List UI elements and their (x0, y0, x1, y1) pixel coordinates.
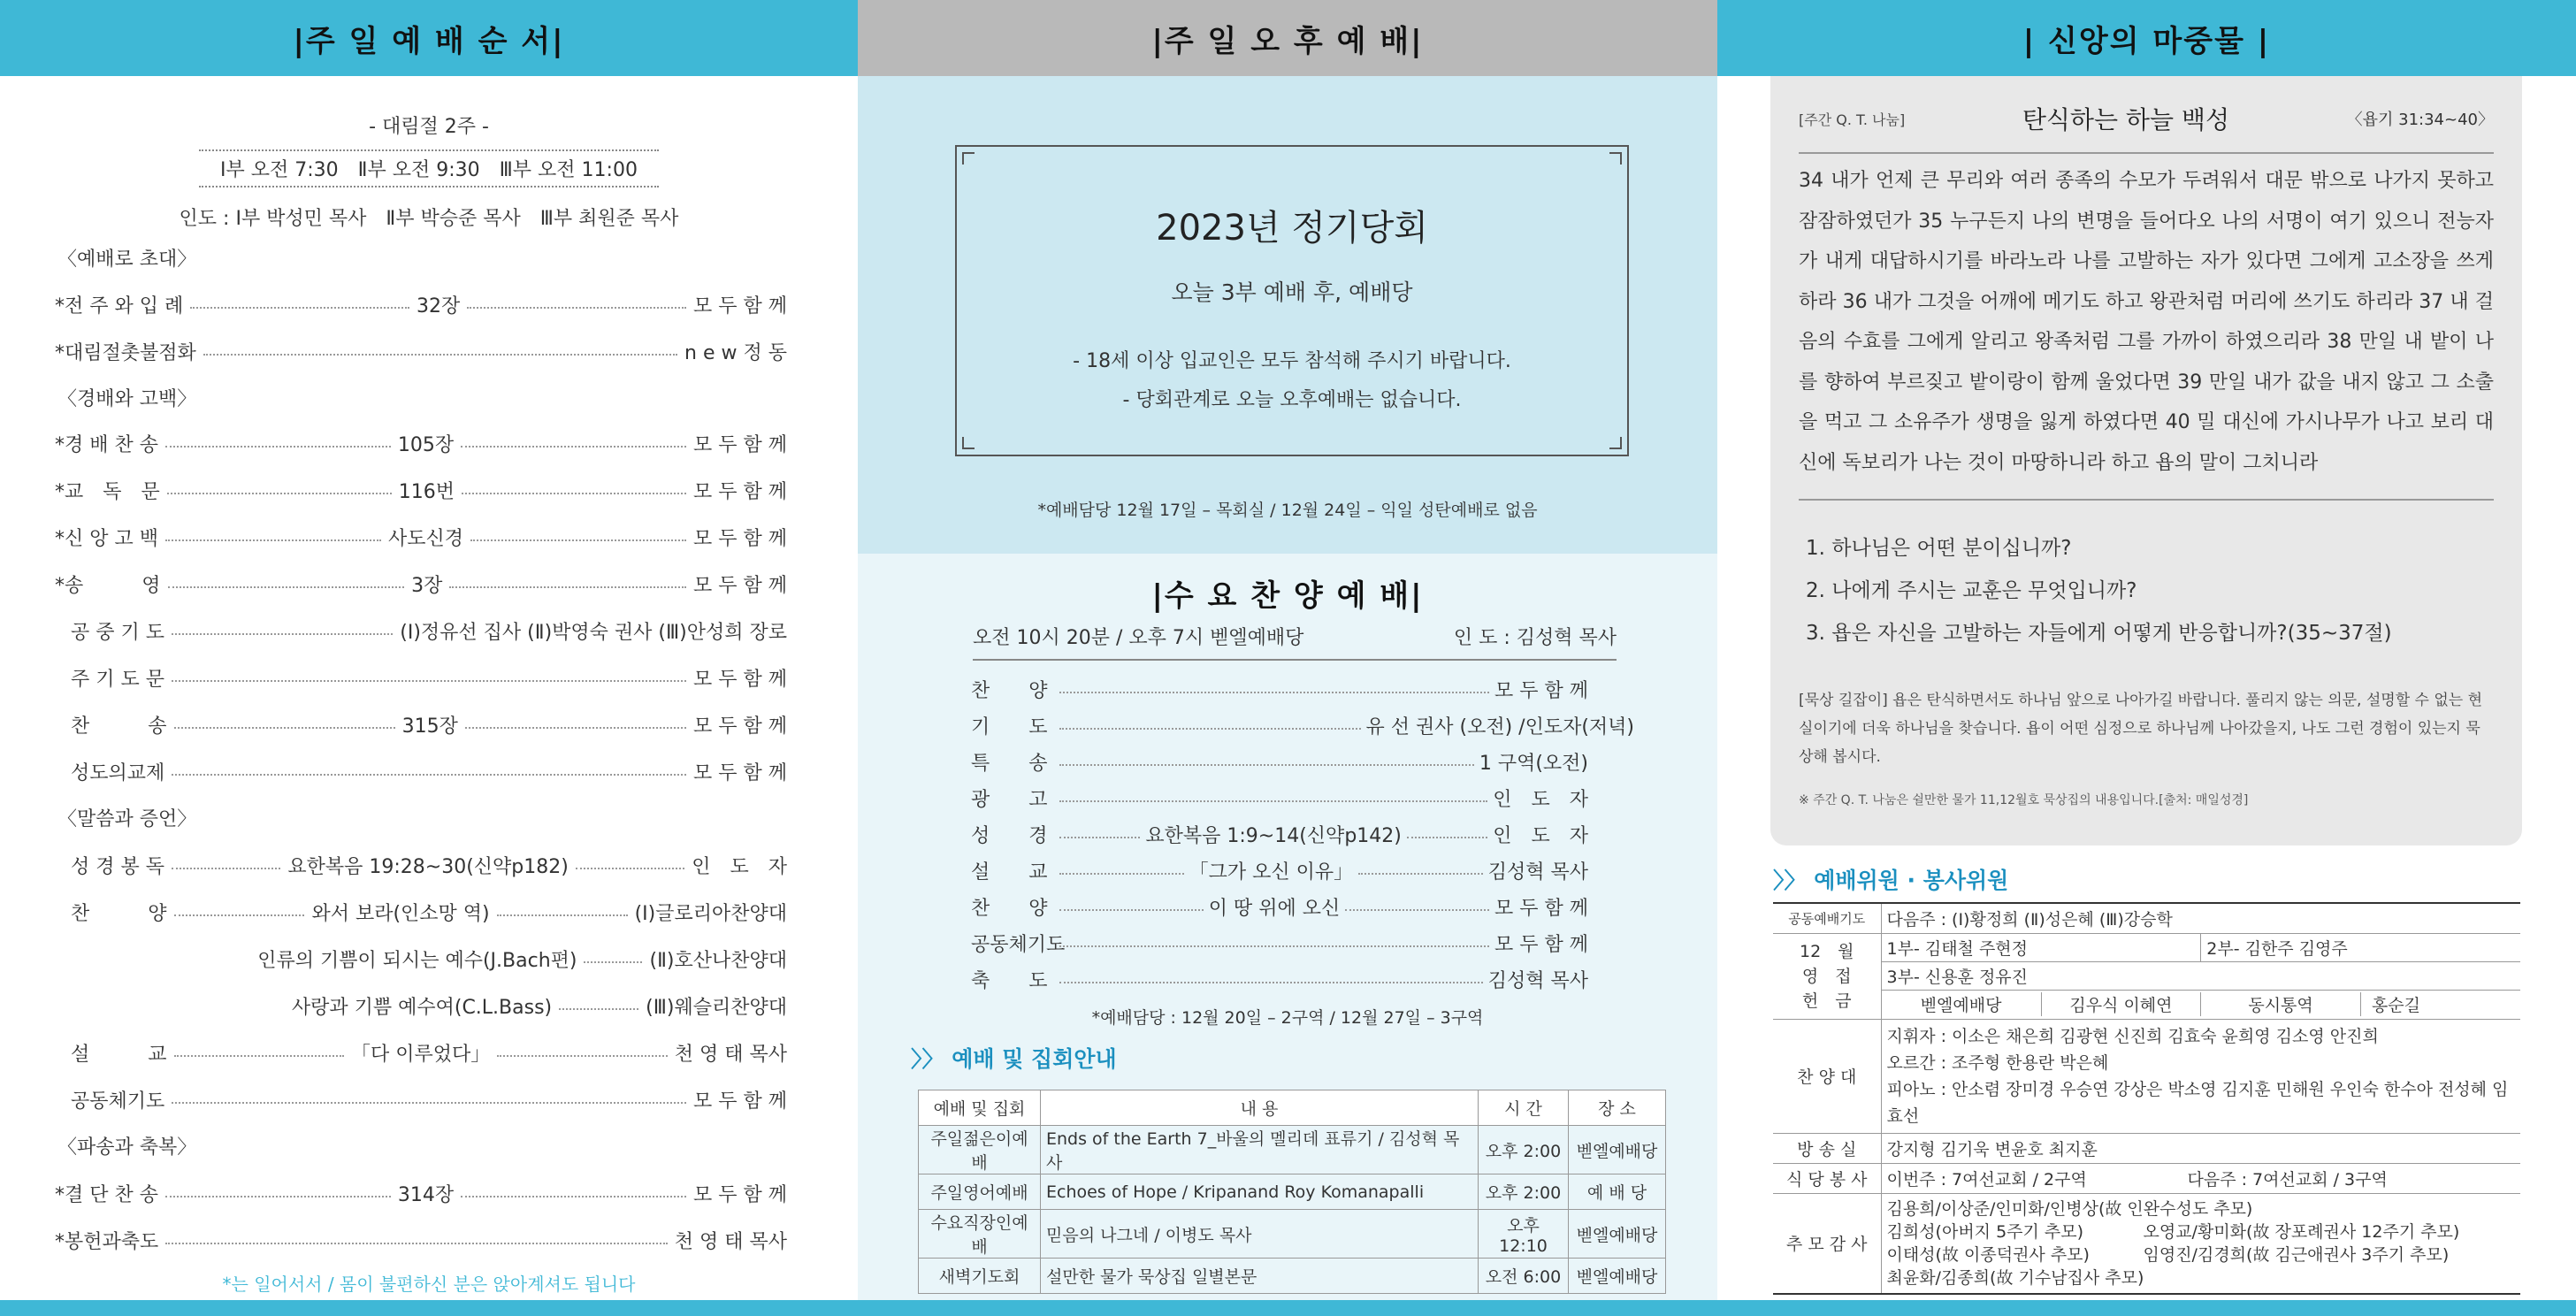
wednesday-header: |수 요 찬 양 예 배| (1151, 578, 1424, 614)
staff-value: 다음주 : 7여선교회 / 3구역 (2187, 1169, 2388, 1190)
order-content: 사도신경 (388, 527, 464, 550)
staff-value: 3부- 신용훈 정유진 (1882, 962, 2521, 991)
order-row (71, 662, 787, 692)
order-row (55, 522, 787, 552)
order-row (55, 428, 787, 458)
table-cell: 오후 12:10 (1479, 1210, 1569, 1259)
table-row (919, 1174, 1666, 1210)
staff-value: 김우식 이혜연 (2041, 992, 2201, 1016)
qt-meditation: [묵상 길잡이] 욥은 탄식하면서도 하나님 앞으로 나아가길 바랍니다. 풀리지 않는 의문, 설명할 수 없는 현실이기에 더욱 하나님을 찾습니다. 욥이 어떤 심정으로 하나님께 나아갔을지, 나도 그런 경험이 있는지 묵상해 봅시다. (1799, 692, 2483, 766)
order-content: 인류의 기쁨이 되시는 예수(J.Bach편) (257, 949, 577, 972)
wednesday-section (858, 554, 1717, 1300)
order-label: 성도의교제 (71, 761, 165, 784)
wed-leader: 모 두 함 께 (1494, 679, 1588, 702)
order-label: 찬 양 (71, 902, 167, 925)
order-content: 사랑과 기쁨 예수여(C.L.Bass) (291, 996, 553, 1019)
sunday-order-column (0, 0, 858, 1300)
table-row (1773, 1133, 2520, 1163)
wed-label: 설 교 (971, 861, 1048, 884)
order-content: 와서 보라(인소망 역) (311, 902, 490, 925)
service-times: Ⅰ부 오전 7:30 Ⅱ부 오전 9:30 Ⅲ부 오전 11:00 (199, 149, 659, 187)
order-row (71, 1037, 787, 1067)
order-leader: 모 두 함 께 (693, 295, 788, 318)
table-row (919, 1210, 1666, 1259)
staff-title: 〉〉 예배위원 · 봉사위원 (1773, 868, 2009, 893)
table-row (919, 1126, 1666, 1174)
order-label: *송 영 (55, 574, 161, 597)
afternoon-duty-note: *예배담당 12월 17일 – 목회실 / 12월 24일 – 익일 성탄예배로 없음 (1037, 501, 1538, 520)
order-content: 「다 이루었다」 (351, 1043, 491, 1066)
section-invitation: 〈예배로 초대〉 (57, 249, 197, 271)
order-row (55, 475, 787, 505)
standing-footnote: *는 일어서서 / 몸이 불편하신 분은 앉아계셔도 됩니다 (222, 1274, 636, 1295)
wed-leader: 1 구역(오전) (1479, 752, 1588, 775)
table-cell: 주일젊은이예배 (919, 1126, 1041, 1174)
order-label: *대림절촛불점화 (55, 341, 196, 364)
order-row (55, 569, 787, 599)
order-leader: (Ⅲ)웨슬리찬양대 (646, 996, 787, 1019)
wed-leader: 인 도 자 (1493, 824, 1589, 847)
table-row (1773, 1019, 2520, 1133)
table-row (1773, 1193, 2520, 1294)
qt-question: 3. 욥은 자신을 고발하는 자들에게 어떻게 반응합니까?(35~37절) (1806, 622, 2392, 645)
wed-row (971, 781, 1588, 815)
staff-label: 12 월 영 접 헌 금 (1773, 933, 1881, 1019)
order-row (71, 756, 787, 786)
table-cell: Ends of the Earth 7_바울의 멜리데 표류기 / 김성혁 목사 (1041, 1126, 1479, 1174)
wed-leader: 인 도 자 (1493, 788, 1588, 811)
order-leader: 인 도 자 (692, 855, 788, 878)
table-row (1773, 903, 2520, 933)
order-label: *전 주 와 입 례 (55, 295, 184, 318)
afternoon-header: |주 일 오 후 예 배| (858, 0, 1717, 76)
qt-scripture: 34 내가 언제 큰 무리와 여러 종족의 수모가 두려워서 대문 밖으로 나가지 못하고 잠잠하였던가 35 누구든지 나의 변명을 들어다오 나의 서명이 여기 있으니 전능자가 내게 대답하시기를 바라노라 나를 고발하는 자가 있다면 그에게 고소장을 쓰게 하라 36 내가 그것을 어깨에 메기도 하고 왕관처럼 머리에 쓰기도 하리라 37 내 걸음의 수효를 그에게 알리고 왕족처럼 그를 가까이 하였으리라 38 만일 내 밭이 나를 향하여 부르짖고 밭이랑이 함께 울었다면 39 만일 내가 값을 내지 않고 그 소출을 먹고 그 소유주가 생명을 잃게 하였다면 40 밀 대신에 가시나무가 나고 보리 대신에 독보리가 나는 것이 마땅하니라 하고 욥의 말이 그치니라 (1799, 170, 2494, 474)
meeting-note: - 당회관계로 오늘 오후예배는 없습니다. (1122, 389, 1462, 411)
order-row (55, 1178, 787, 1208)
wed-row (971, 817, 1588, 851)
sunday-order-header: |주 일 예 배 순 서| (0, 0, 858, 76)
order-content: 314장 (397, 1183, 455, 1206)
staff-value: 홍순길 (2371, 996, 2420, 1016)
staff-value: 이번주 : 7여선교회 / 2구역 (1886, 1169, 2087, 1190)
order-label: *경 배 찬 송 (55, 433, 158, 456)
wed-leader: 김성혁 목사 (1487, 969, 1588, 992)
order-row (71, 991, 787, 1021)
order-leader: 모 두 함 께 (693, 480, 788, 503)
qt-title: 탄식하는 하늘 백성 (2022, 105, 2230, 134)
order-leader: 모 두 함 께 (693, 433, 787, 456)
gathering-title: 〉〉 예배 및 집회안내 (911, 1046, 1117, 1072)
wed-row (971, 926, 1588, 960)
order-row (71, 709, 787, 739)
order-label: *결 단 찬 송 (55, 1183, 158, 1206)
wednesday-leader: 인 도 : 김성혁 목사 (1453, 627, 1617, 649)
staff-value: 최윤화/김종희(故 기수남집사 추모) (1886, 1267, 2144, 1288)
order-leader: 모 두 함 께 (693, 1090, 787, 1113)
meeting-title: 2023년 정기당회 (1156, 208, 1428, 249)
qt-question: 2. 나에게 주시는 교훈은 무엇입니까? (1806, 579, 2137, 602)
table-cell: 벧엘예배당 (1569, 1210, 1666, 1259)
season-label: - 대림절 2주 - (369, 116, 489, 138)
order-leader: (Ⅱ)호산나찬양대 (649, 949, 787, 972)
wed-leader: 모 두 함 께 (1494, 933, 1588, 956)
table-cell: 예 배 당 (1569, 1174, 1666, 1210)
table-header: 내 용 (1041, 1090, 1479, 1126)
staff-value: 동시통역 (2201, 992, 2361, 1016)
staff-label: 식 당 봉 사 (1773, 1163, 1881, 1193)
order-content: 315장 (401, 715, 458, 738)
wed-label: 축 도 (971, 969, 1048, 992)
staff-value: 1부- 김태철 주현정 (1882, 934, 2201, 962)
staff-value: 김용희/이상준/인미화/인병상(故 인완수성도 추모) (1886, 1198, 2253, 1219)
wed-label: 기 도 (971, 715, 1048, 738)
staff-value: 김희성(아버지 5주기 추모) (1886, 1221, 2084, 1242)
order-row (55, 289, 787, 319)
order-row (55, 1225, 787, 1255)
table-row (1773, 933, 2520, 1019)
wednesday-info (973, 623, 1617, 661)
order-content: 3장 (411, 574, 443, 597)
service-leaders: 인도 : Ⅰ부 박성민 목사 Ⅱ부 박승준 목사 Ⅲ부 최원준 목사 (179, 208, 679, 230)
order-leader: 모 두 함 께 (693, 715, 788, 738)
order-content: 105장 (397, 433, 455, 456)
table-header-row (919, 1090, 1666, 1126)
order-leader: 천 영 태 목사 (674, 1043, 787, 1066)
qt-questions (1806, 527, 2392, 654)
order-label: *신 앙 고 백 (55, 527, 158, 550)
table-cell: 오후 2:00 (1479, 1174, 1569, 1210)
order-leader: 모 두 함 께 (693, 527, 788, 550)
staff-table (1773, 902, 2520, 1295)
order-leader: 모 두 함 께 (693, 574, 788, 597)
order-row (71, 897, 787, 927)
table-cell: 설만한 물가 묵상집 일별본문 (1041, 1259, 1479, 1294)
table-row (919, 1259, 1666, 1294)
wed-leader: 유 선 권사 (오전) /인도자(저녁) (1365, 715, 1634, 738)
order-row (71, 1084, 787, 1114)
staff-value: 이태성(故 이종덕권사 추모) (1886, 1244, 2090, 1265)
staff-value: 지휘자 : 이소은 채은희 김광현 신진희 김효숙 윤희영 김소영 안진희 (1886, 1026, 2379, 1046)
section-word-testimony: 〈말씀과 증언〉 (57, 808, 197, 830)
wed-label: 찬 양 (971, 679, 1048, 702)
bottom-bar (0, 1300, 2576, 1316)
order-label: 찬 송 (71, 715, 167, 738)
table-cell: 믿음의 나그네 / 이병도 목사 (1041, 1210, 1479, 1259)
wed-row (971, 890, 1588, 923)
wed-row (971, 962, 1588, 996)
wed-leader: 김성혁 목사 (1487, 861, 1589, 884)
meeting-note: - 18세 이상 입교인은 모두 참석해 주시기 바랍니다. (1073, 350, 1511, 372)
wed-label: 특 송 (971, 752, 1048, 775)
table-cell: 주일영어예배 (919, 1174, 1041, 1210)
order-label: 주 기 도 문 (71, 668, 164, 691)
order-label: 성 경 봉 독 (71, 855, 164, 878)
section-sending-blessing: 〈파송과 축복〉 (57, 1136, 197, 1159)
table-cell: 벧엘예배당 (1569, 1259, 1666, 1294)
wed-row (971, 745, 1588, 778)
table-header: 장 소 (1569, 1090, 1666, 1126)
staff-value: 피아노 : 안소렴 장미경 우승연 강상은 박소영 김지훈 민해원 우인숙 한수아 전성혜 임효선 (1886, 1079, 2509, 1126)
order-row (55, 336, 787, 366)
order-leader: (Ⅰ)글로리아찬양대 (634, 902, 788, 925)
order-label: 공 중 기 도 (71, 621, 164, 644)
qt-header (1799, 101, 2494, 154)
order-content: 요한복음 19:28~30(신약p182) (287, 855, 569, 878)
staff-label: 찬 양 대 (1773, 1019, 1881, 1133)
wed-row (971, 672, 1588, 706)
order-label: *봉헌과축도 (55, 1230, 159, 1253)
qt-source: ※ 주간 Q. T. 나눔은 쉴만한 물가 11,12월호 묵상집의 내용입니다.[출처: 매일성경] (1799, 793, 2249, 807)
section-worship-confession: 〈경배와 고백〉 (57, 388, 197, 410)
table-cell: 수요직장인예배 (919, 1210, 1041, 1259)
wed-leader: 모 두 함 께 (1494, 897, 1588, 920)
wed-label: 성 경 (971, 824, 1048, 847)
meeting-subtitle: 오늘 3부 예배 후, 예배당 (1171, 279, 1413, 305)
wed-label: 공동체기도 (971, 933, 1066, 956)
table-cell: 오후 2:00 (1479, 1126, 1569, 1174)
wed-content: 요한복음 1:9~14(신약p142) (1145, 824, 1402, 847)
staff-value: 임영진/김경희(故 김근애권사 3주기 추모) (2143, 1244, 2450, 1265)
wednesday-time: 오전 10시 20분 / 오후 7시 벧엘예배당 (973, 627, 1304, 649)
qt-box (1770, 76, 2522, 845)
meeting-section (858, 76, 1717, 554)
order-row (71, 944, 787, 974)
afternoon-column (858, 0, 1717, 1300)
wed-label: 광 고 (971, 788, 1048, 811)
table-cell: 새벽기도회 (919, 1259, 1041, 1294)
order-content: 32장 (417, 295, 461, 318)
order-leader: 모 두 함 께 (693, 668, 787, 691)
table-row (1773, 1163, 2520, 1193)
order-content: 116번 (398, 480, 455, 503)
wed-content: 이 땅 위에 오신 (1208, 897, 1341, 920)
order-row (71, 616, 787, 646)
faith-header: | 신앙의 마중물 | (1717, 0, 2576, 76)
table-cell: Echoes of Hope / Kripanand Roy Komanapalli (1041, 1174, 1479, 1210)
order-leader: 천 영 태 목사 (674, 1230, 787, 1253)
order-label: 공동체기도 (71, 1090, 165, 1113)
wed-label: 찬 양 (971, 897, 1048, 920)
qt-question: 1. 하나님은 어떤 분이십니까? (1806, 537, 2072, 560)
qt-tag: [주간 Q. T. 나눔] (1799, 111, 1906, 128)
gathering-table (918, 1090, 1666, 1294)
wed-row (971, 853, 1588, 887)
table-header: 시 간 (1479, 1090, 1569, 1126)
order-leader: n e w 정 동 (684, 341, 787, 364)
wed-content: 「그가 오신 이유」 (1189, 861, 1354, 884)
staff-label: 공동예배기도 (1773, 903, 1881, 933)
staff-value: 오영교/황미화(故 장포례권사 12주기 추모) (2143, 1221, 2460, 1242)
staff-value: 강지형 김기욱 변윤호 최지훈 (1881, 1133, 2520, 1163)
staff-label: 추 모 감 사 (1773, 1193, 1881, 1294)
order-label: *교 독 문 (55, 480, 160, 503)
wednesday-duty-note: *예배담당 : 12월 20일 – 2구역 / 12월 27일 – 3구역 (1091, 1008, 1484, 1028)
wed-row (971, 708, 1634, 742)
order-row (71, 850, 787, 880)
meeting-notice-box (955, 145, 1629, 456)
table-header: 예배 및 집회 (919, 1090, 1041, 1126)
order-leader: (Ⅰ)정유선 집사 (Ⅱ)박영숙 권사 (Ⅲ)안성희 장로 (400, 621, 787, 644)
staff-label: 방 송 실 (1773, 1133, 1881, 1163)
meeting-notes (957, 342, 1627, 420)
table-cell: 벧엘예배당 (1569, 1126, 1666, 1174)
order-label: 설 교 (71, 1043, 167, 1066)
order-top-info (0, 111, 858, 231)
faith-column (1717, 0, 2576, 1300)
staff-value: 오르간 : 조주형 한용란 박은혜 (1886, 1052, 2109, 1073)
staff-value: 벧엘예배당 (1882, 992, 2042, 1016)
order-leader: 모 두 함 께 (693, 761, 787, 784)
order-leader: 모 두 함 께 (693, 1183, 787, 1206)
qt-reference: 〈욥기 31:34~40〉 (2346, 111, 2494, 129)
staff-value: 다음주 : (Ⅰ)황정희 (Ⅱ)성은혜 (Ⅲ)강승학 (1881, 903, 2520, 933)
table-cell: 오전 6:00 (1479, 1259, 1569, 1294)
staff-value: 2부- 김한주 김영주 (2201, 934, 2520, 962)
